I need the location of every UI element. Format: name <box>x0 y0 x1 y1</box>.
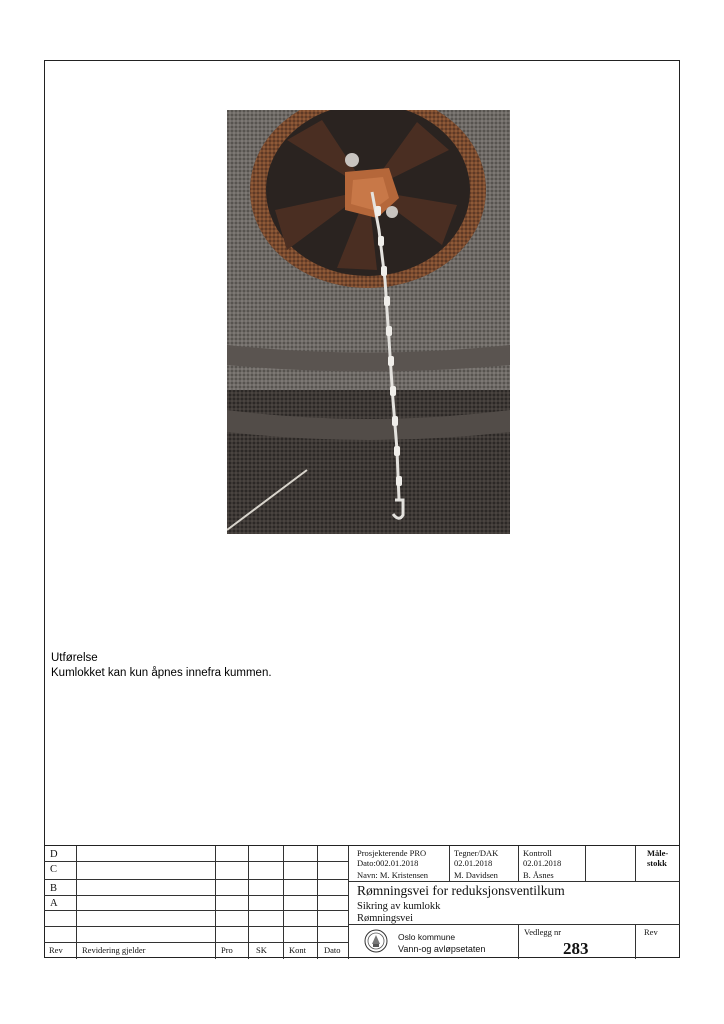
drawing-subtitle-2: Rømningsvei <box>357 913 414 924</box>
description-block <box>51 651 272 681</box>
revision-b: B <box>50 883 58 894</box>
scale-label-1: Måle- <box>647 848 669 858</box>
title-block <box>44 845 680 959</box>
project-name: Navn: M. Kristensen <box>357 870 429 880</box>
footer-pro: Pro <box>221 945 233 955</box>
org-line-1: Oslo kommune <box>398 932 456 942</box>
drawer-role: Tegner/DAK <box>454 848 499 858</box>
attachment-label: Vedlegg nr <box>524 927 562 937</box>
revision-c: C <box>50 864 58 875</box>
footer-sk: SK <box>256 945 267 955</box>
project-role: Prosjekterende PRO <box>357 848 427 858</box>
revision-a: A <box>50 898 58 909</box>
description-heading: Utførelse <box>51 652 98 664</box>
rev-label: Rev <box>644 927 658 937</box>
org-line-2: Vann-og avløpsetaten <box>398 944 486 954</box>
footer-dato: Dato <box>324 945 341 955</box>
oslo-seal-icon <box>364 928 388 954</box>
project-date: Dato:002.01.2018 <box>357 858 419 868</box>
drawing-subtitle-1: Sikring av kumlokk <box>357 901 441 912</box>
control-role: Kontroll <box>523 848 552 858</box>
attachment-number: 283 <box>563 939 589 958</box>
description-text: Kumlokket kan kun åpnes innefra kummen. <box>51 667 272 679</box>
drawer-date: 02.01.2018 <box>454 858 493 868</box>
drawing-title: Rømningsvei for reduksjonsventilkum <box>357 883 565 898</box>
footer-kont: Kont <box>289 945 306 955</box>
drawer-name: M. Davidsen <box>454 870 498 880</box>
control-date: 02.01.2018 <box>523 858 562 868</box>
footer-rev: Rev <box>49 945 63 955</box>
manhole-photo <box>227 110 510 534</box>
control-name: B. Åsnes <box>523 870 554 880</box>
revision-d: D <box>50 849 58 860</box>
scale-label-2: stokk <box>647 858 667 868</box>
footer-revidering: Revidering gjelder <box>82 945 146 955</box>
